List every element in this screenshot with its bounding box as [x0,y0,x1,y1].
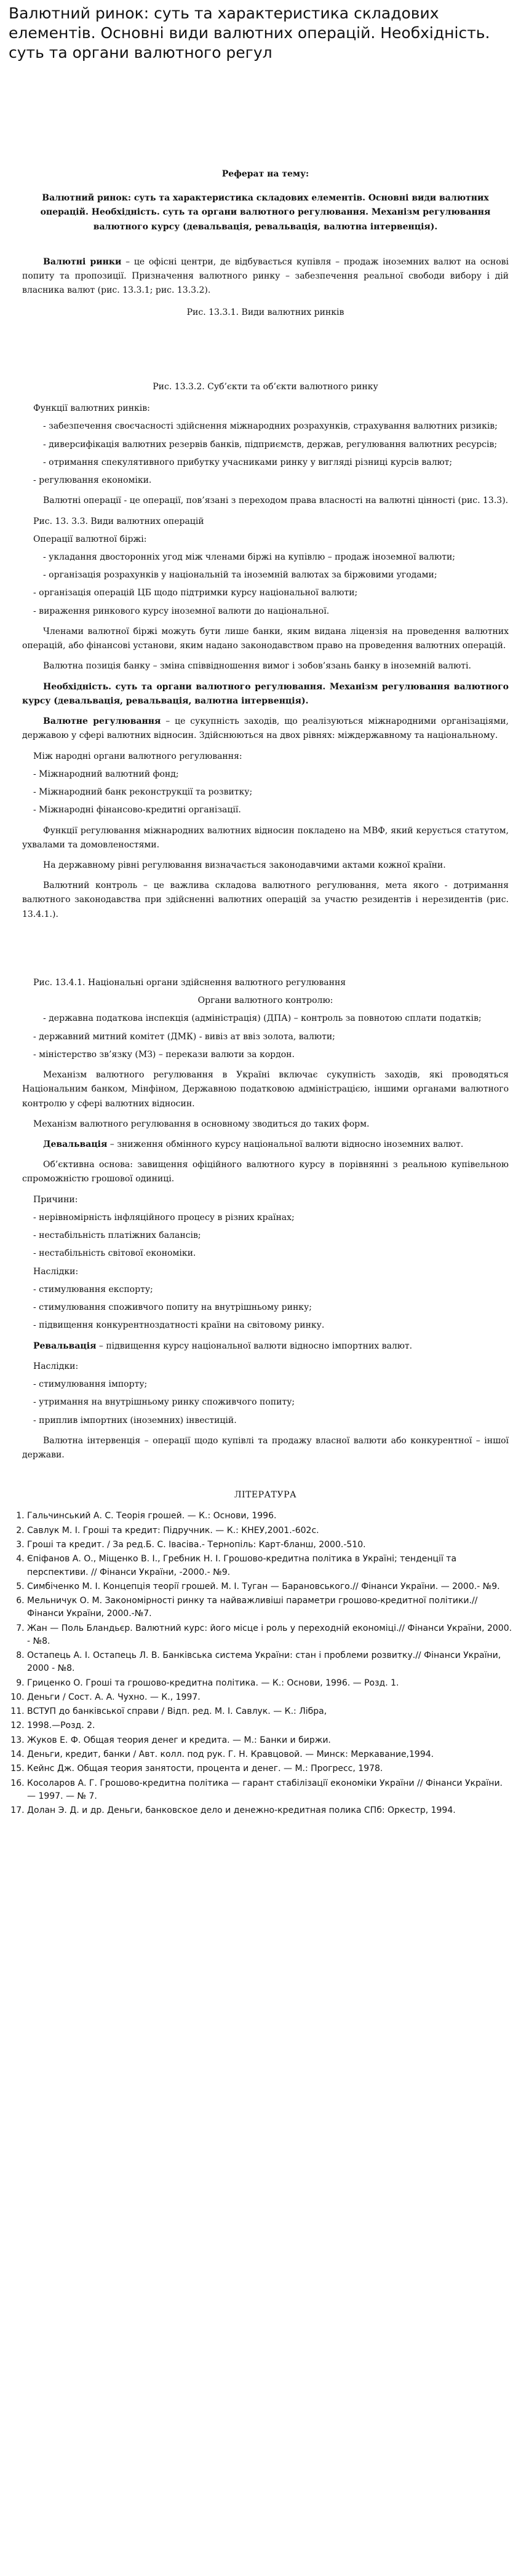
literature-item: 8. Остапець А. І. Остапець Л. В. Банківська система України: стан і проблеми розвитку.// Фінанси України, 2000 - №8. [27,1649,512,1676]
literature-item: 15. Кейнс Дж. Общая теория занятости, процента и денег. — М.: Прогресс, 1978. [27,1762,512,1775]
figure-placeholder-4 [22,928,509,972]
functions-title: Функції валютних ринків: [33,403,150,414]
mechanism-paragraph: Механізм валютного регулювання в Україні включає сукупність заходів, які проводяться Національним банком, Мінфіном, Державною податковою адміністрацією, іншими органами валютного контролю у сфері валютних відносин. [22,1070,509,1109]
exchange-op-item: - вираження ринкового курсу іноземної валюти до національної. [33,606,330,616]
literature-item: 16. Косоларов А. Г. Грошово-кредитна політика — гарант стабілізації економіки України // Фінанси України. — 1997. — № 7. [27,1777,512,1804]
literature-item: 10. Деньги / Сост. А. А. Чухно. — К., 1997. [27,1691,512,1704]
operations-definition: Валютні операції - це операції, пов’язані з переходом права власності на валютні цінності (рис. 13.3). [43,496,509,506]
consequence-item: - приплив імпортних (іноземних) інвестицій. [33,1415,237,1425]
function-item: - регулювання економіки. [33,475,152,486]
consequence-item: - стимулювання імпорту; [33,1379,148,1390]
intro-term: Валютні ринки [43,256,122,267]
exchange-op-item: - укладання двосторонніх угод між членами біржі на купівлю – продаж іноземної валюти; [43,552,456,562]
literature-item: 11. ВСТУП до банківської справи / Відп. ред. М. І. Савлук. — К.: Лібра, [27,1705,512,1718]
literature-item: 1. Гальчинський А. С. Теорія грошей. — К.: Основи, 1996. [27,1510,512,1523]
cause-item: - нестабільність платіжних балансів; [33,1231,201,1241]
consequence-item: - стимулювання експорту; [33,1284,153,1294]
literature-item: 14. Деньги, кредит, банки / Авт. колл. под рук. Г. Н. Кравцовой. — Минск: Меркавание,1994. [27,1748,512,1761]
figure-caption-2: Рис. 13.3.2. Суб’єкти та об’єкти валютного ринку [153,381,378,392]
devaluation-text: – зниження обмінного курсу національної валюти відносно іноземних валют. [107,1139,464,1150]
literature-item: 17. Долан Э. Д. и др. Деньги, банковское дело и денежно-кредитная полика СПб: Оркестр, 1994. [27,1804,512,1817]
literature-item: 13. Жуков Е. Ф. Общая теория денег и кредита. — М.: Банки и биржи. [27,1734,512,1747]
article-body [9,63,512,1502]
figure-placeholder-1 [22,327,509,373]
page-title: Валютний ринок: суть та характеристика складових елементів. Основні види валютних операцій. Необхідність. суть та органи валютного регул [9,4,490,61]
literature-item: 12. 1998.—Розд. 2. [27,1719,512,1732]
literature-item: 7. Жан — Поль Бландьєр. Валютний курс: його місце і роль у переходній економіці.// Фінанси України, 2000. - №8. [27,1622,512,1649]
figure-caption-3: Рис. 13. 3.3. Види валютних операцій [33,516,204,526]
literature-item: 4. Єпіфанов А. О., Міщенко В. І., Гребник Н. І. Грошово-кредитна політика в Україні; тенденції та перспективи. // Фінанси України, -2000.- №9. [27,1553,512,1579]
consequence-item: - утримання на внутрішньому ринку споживчого попиту; [33,1397,295,1408]
literature-item: 3. Гроші та кредит. / За ред.Б. С. Івасіва.- Тернопіль: Карт-бланш, 2000.-510. [27,1539,512,1552]
consequences-label-2: Наслідки: [33,1361,79,1371]
figure-caption-4: Рис. 13.4.1. Національні органи здійснення валютного регулювання [33,977,346,988]
revaluation-text: – підвищення курсу національної валюти відносно імпортних валют. [96,1341,413,1351]
exchange-op-item: - організація розрахунків у національній та іноземній валютах за біржовими угодами; [43,570,437,581]
position-paragraph: Валютна позиція банку – зміна співвідношення вимог і зобов’язань банку в іноземній валюті. [43,661,471,672]
literature-item: 5. Симбіченко М. І. Концепція теорії грошей. М. І. Туган — Барановського.// Фінанси України. — 2000.- №9. [27,1580,512,1593]
methods-paragraph: Механізм валютного регулювання в основному зводиться до таких форм. [33,1119,370,1129]
causes-label: Причини: [33,1194,78,1205]
consequence-item: - стимулювання споживчого попиту на внутрішньому ринку; [33,1302,312,1313]
regulation-term: Валютне регулювання [43,716,161,727]
cause-item: - нестабільність світової економіки. [33,1248,196,1259]
intl-org-item: - Міжнародний банк реконструкції та розвитку; [33,787,253,798]
intervention-paragraph: Валютна інтервенція – операції щодо купівлі та продажу власної валюти або конкурентної – іншої держави. [22,1435,509,1460]
literature-item: 9. Гриценко О. Гроші та грошово-кредитна політика. — К.: Основи, 1996. — Розд. 1. [27,1677,512,1690]
function-item: - забезпечення своєчасності здійснення міжнародних розрахунків, страхування валютних ризиків; [43,421,498,432]
intl-org-item: - Міжнародні фінансово-кредитні організації. [33,805,241,815]
devaluation-term: Девальвація [43,1139,108,1150]
objective-paragraph: Об’єктивна основа: завищення офіційного валютного курсу в порівнянні з реальною купівельною спроможністю грошової одиниці. [22,1160,509,1184]
members-paragraph: Членами валютної біржі можуть бути лише банки, яким видана ліцензія на проведення валютних операцій, або фінансові установи, яким надано законодавством право на проведення валютних операцій. [22,626,509,651]
literature-list [9,1510,512,1817]
revaluation-paragraph [22,1339,509,1353]
necessity-heading: Необхідність. суть та органи валютного регулювання. Механізм регулювання валютного курсу (девальвація, ревальвація, валютна інтервенція). [22,681,509,706]
literature-title: ЛІТЕРАТУРА [234,1490,297,1500]
consequences-label: Наслідки: [33,1266,79,1277]
state-paragraph: На державному рівні регулювання визначається законодавчими актами кожної країни. [43,860,446,870]
literature-item: 2. Савлук М. І. Гроші та кредит: Підручник. — К.: КНЕУ,2001.-602с. [27,1524,512,1537]
control-paragraph: Валютний контроль – це важлива складова валютного регулювання, мета якого - дотримання валютного законодавства при здійсненні валютних операцій за участю резидентів і нерезидентів (рис. 13.4.1.). [22,881,509,919]
intro-text: – це офісні центри, де відбувається купівля – продаж іноземних валют на основі попиту та пропозиції. Призначення валютного ринку – забезпечення реальної свободи вибору і дій власника валют (рис. 13.3.1; рис. 13.3.2). [22,256,509,296]
intl-org-item: - Міжнародний валютний фонд; [33,769,179,779]
consequence-item: - підвищення конкурентноздатності країни на світовому ринку. [33,1320,325,1331]
exchange-ops-title: Операції валютної біржі: [33,534,147,544]
regulation-paragraph [22,715,509,743]
control-body-item: - державний митний комітет (ДМК) - вивіз ат ввіз золота, валюти; [33,1031,335,1042]
literature-item: 6. Мельничук О. М. Закономірності ринку та найважливіші параметри грошово-кредитної політики.// Фінанси України, 2000.-№7. [27,1595,512,1621]
control-bodies-title: Органи валютного контролю: [197,996,333,1006]
control-body-item: - державна податкова інспекція (адміністрація) (ДПА) – контроль за повнотою сплати податків; [43,1013,482,1024]
revaluation-term: Ревальвація [33,1341,97,1351]
regulation-text: – це сукупність заходів, що реалізуються міжнародними організаціями, державою у сфері валютних відносин. Здійснюються на двох рівнях: міждержавному та національному. [22,716,509,741]
intl-orgs-title: Між народні органи валютного регулювання: [33,751,242,761]
imf-paragraph: Функції регулювання міжнародних валютних відносин покладено на МВФ, який керується статутом, ухвалами та домовленостями. [22,825,509,850]
figure-caption-1: Рис. 13.3.1. Види валютних ринків [186,307,344,317]
topic-heading: Валютний ринок: суть та характеристика складових елементів. Основні види валютних операцій. Необхідність. суть та органи валютного регулювання. Механізм регулювання валютного курсу (девальвація, ревальвація, валютна інтервенція). [40,193,491,232]
cause-item: - нерівномірність інфляційного процесу в різних країнах; [33,1212,295,1223]
referat-label: Реферат на тему: [221,169,309,179]
devaluation-paragraph [22,1138,509,1152]
function-item: - диверсифікація валютних резервів банків, підприємств, держав, регулювання валютних ресурсів; [43,439,498,450]
control-body-item: - міністерство зв’язку (МЗ) – перекази валюти за кордон. [33,1049,295,1060]
exchange-op-item: - організація операцій ЦБ щодо підтримки курсу національної валюти; [33,588,358,598]
intro-paragraph [22,255,509,298]
function-item: - отримання спекулятивного прибутку учасниками ринку у вигляді різниці курсів валют; [43,457,453,467]
